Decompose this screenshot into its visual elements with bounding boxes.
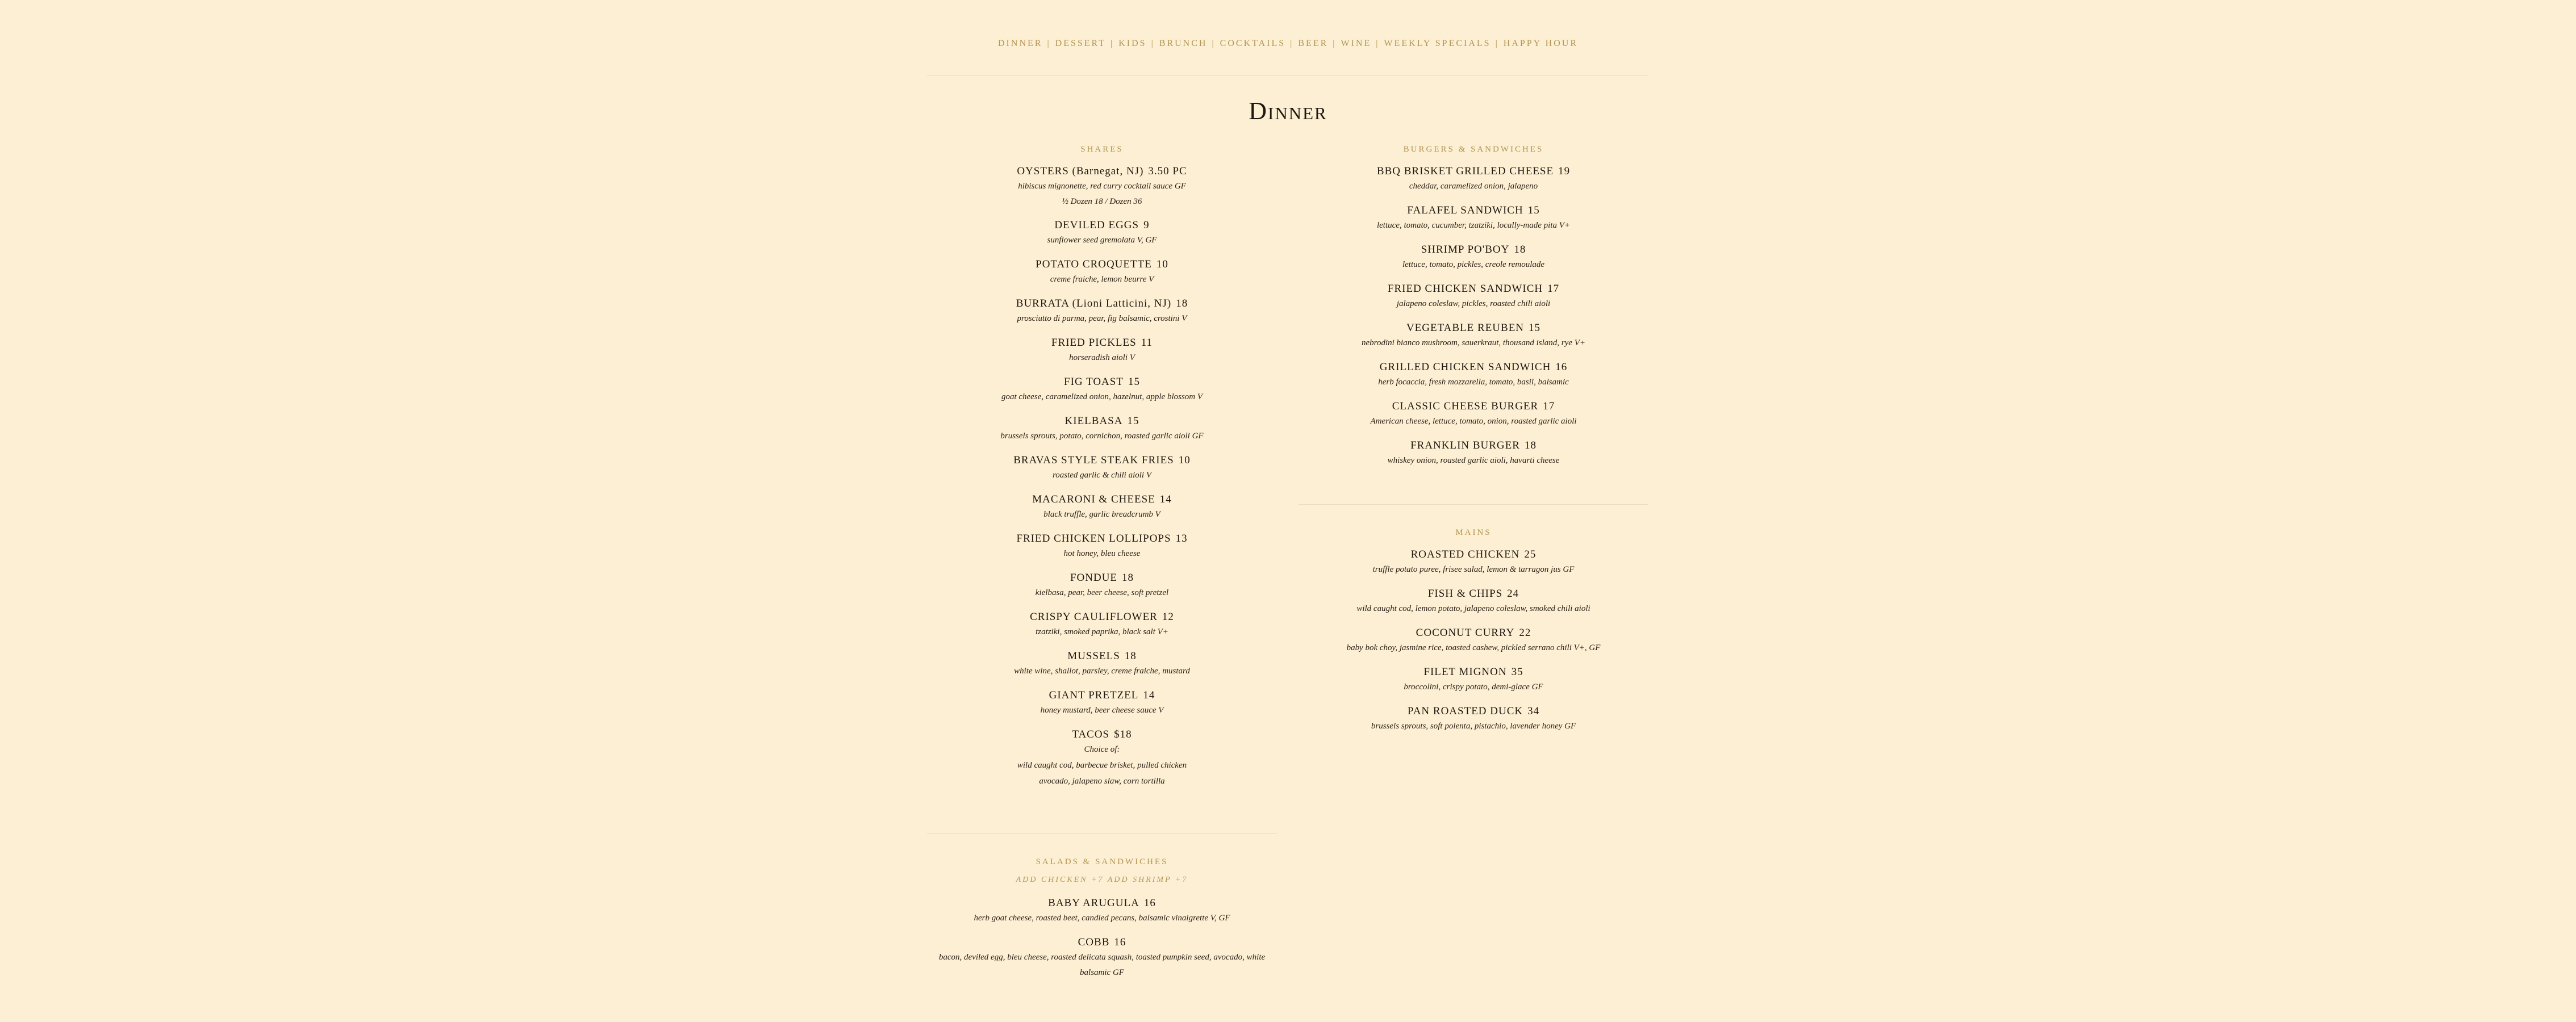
shares-section — [927, 144, 1277, 798]
nav-separator: | — [1110, 39, 1114, 48]
item-name-line — [927, 571, 1277, 585]
nav-separator: | — [1333, 39, 1337, 48]
item-name: FRANKLIN BURGER — [1410, 439, 1520, 451]
item-description: hot honey, bleu cheese — [1063, 549, 1141, 558]
item-name-line — [927, 688, 1277, 703]
nav-separator: | — [1376, 39, 1380, 48]
item-name: FILET MIGNON — [1423, 666, 1507, 678]
item-name-line — [927, 453, 1277, 468]
item-name: FISH & CHIPS — [1427, 588, 1503, 600]
item-description: herb goat cheese, roasted beet, candied pecans, balsamic vinaigrette V, GF — [974, 914, 1230, 923]
menu-item — [1299, 360, 1648, 390]
item-price: 18 — [1524, 439, 1537, 451]
item-price: 15 — [1529, 322, 1541, 334]
nav-link-cocktails[interactable]: COCKTAILS — [1220, 39, 1286, 48]
item-price: 18 — [1176, 298, 1188, 309]
menu-item — [1299, 626, 1648, 656]
item-price: 15 — [1128, 376, 1140, 388]
burgers-section — [1299, 144, 1648, 478]
item-name-line — [1299, 360, 1648, 375]
menu-item — [927, 935, 1277, 980]
item-description: lettuce, tomato, cucumber, tzatziki, locally-made pita V+ — [1376, 221, 1571, 230]
item-name-line — [927, 336, 1277, 350]
item-name: FONDUE — [1070, 572, 1118, 584]
item-description: roasted garlic & chili aioli V — [1052, 471, 1152, 480]
item-name-line — [1299, 164, 1648, 179]
nav-separator: | — [1290, 39, 1294, 48]
item-price: 34 — [1527, 705, 1540, 717]
item-price: 9 — [1143, 219, 1150, 231]
item-name-line — [927, 531, 1277, 546]
item-description: lettuce, tomato, pickles, creole remoulade — [1402, 260, 1545, 269]
item-extra: ½ Dozen 18 / Dozen 36 — [1062, 197, 1142, 206]
item-name-line — [927, 296, 1277, 311]
menu-item — [1299, 321, 1648, 351]
item-price: 16 — [1143, 897, 1156, 909]
item-description: creme fraiche, lemon beurre V — [1050, 275, 1154, 284]
item-extra: wild caught cod, barbecue brisket, pulled chicken — [1017, 761, 1187, 770]
item-price: 14 — [1143, 689, 1155, 701]
menu-item — [1299, 242, 1648, 273]
item-name-line — [1299, 547, 1648, 562]
nav-link-dessert[interactable]: DESSERT — [1055, 39, 1107, 48]
section-title-shares: SHARES — [1080, 145, 1124, 154]
item-description: goat cheese, caramelized onion, hazelnut, apple blossom V — [1001, 392, 1203, 401]
item-name: POTATO CROQUETTE — [1036, 258, 1152, 270]
item-name-line — [1299, 203, 1648, 218]
item-name-line — [927, 610, 1277, 625]
item-price: 25 — [1524, 548, 1537, 560]
menu-item — [927, 375, 1277, 405]
item-name-line — [1299, 242, 1648, 257]
item-name-line — [1299, 321, 1648, 336]
item-description: baby bok choy, jasmine rice, toasted cashew, pickled serrano chili V+, GF — [1346, 643, 1601, 652]
item-price: 22 — [1519, 627, 1531, 639]
item-description: prosciutto di parma, pear, fig balsamic, crostini V — [1017, 314, 1187, 323]
item-name: BURRATA (Lioni Latticini, NJ) — [1016, 298, 1172, 309]
menu-item — [1299, 438, 1648, 468]
item-description: wild caught cod, lemon potato, jalapeno coleslaw, smoked chili aioli — [1356, 604, 1590, 613]
item-name: TACOS — [1072, 728, 1110, 740]
section-divider — [927, 833, 1277, 834]
item-name: GRILLED CHICKEN SANDWICH — [1379, 361, 1551, 373]
item-description: kielbasa, pear, beer cheese, soft pretzel — [1035, 588, 1169, 597]
item-name: COBB — [1078, 936, 1110, 948]
item-name: FALAFEL SANDWICH — [1407, 204, 1523, 216]
section-subtitle-addons: ADD CHICKEN +7 ADD SHRIMP +7 — [1016, 876, 1188, 884]
menu-item — [927, 453, 1277, 483]
menu-item — [927, 571, 1277, 601]
item-price: 14 — [1159, 493, 1172, 505]
menu-item — [927, 492, 1277, 522]
item-price: 3.50 PC — [1148, 165, 1187, 177]
mains-section — [1299, 527, 1648, 743]
item-price: 17 — [1547, 283, 1560, 295]
nav-link-wine[interactable]: WINE — [1341, 39, 1372, 48]
item-price: 16 — [1114, 936, 1126, 948]
menu-item — [927, 896, 1277, 926]
item-extra: avocado, jalapeno slaw, corn tortilla — [1039, 777, 1165, 786]
item-name-line — [927, 896, 1277, 911]
nav-link-weekly-specials[interactable]: WEEKLY SPECIALS — [1384, 39, 1491, 48]
nav-link-happy-hour[interactable]: HAPPY HOUR — [1503, 39, 1578, 48]
item-name: MACARONI & CHEESE — [1032, 493, 1155, 505]
menu-item — [1299, 164, 1648, 194]
item-price: 15 — [1527, 204, 1540, 216]
item-price: 10 — [1178, 454, 1191, 466]
item-price: 15 — [1127, 415, 1139, 427]
item-name-line — [927, 218, 1277, 233]
nav-separator: | — [1495, 39, 1499, 48]
nav-link-dinner[interactable]: DINNER — [998, 39, 1043, 48]
item-price: 17 — [1543, 400, 1555, 412]
menu-item — [927, 164, 1277, 209]
section-title-salads: SALADS & SANDWICHES — [1036, 857, 1168, 866]
item-name: BRAVAS STYLE STEAK FRIES — [1013, 454, 1174, 466]
item-description: brussels sprouts, potato, cornichon, roasted garlic aioli GF — [1000, 432, 1204, 441]
item-name-line — [1299, 282, 1648, 296]
item-description: bacon, deviled egg, bleu cheese, roasted delicata squash, toasted pumpkin seed, avocado, white — [938, 953, 1266, 962]
item-name: COCONUT CURRY — [1416, 627, 1515, 639]
item-name: FRIED CHICKEN LOLLIPOPS — [1016, 533, 1171, 544]
item-name: MUSSELS — [1067, 650, 1120, 662]
item-description: brussels sprouts, soft polenta, pistachio, lavender honey GF — [1371, 722, 1576, 731]
item-description: herb focaccia, fresh mozzarella, tomato, basil, balsamic — [1378, 378, 1569, 387]
item-name-line — [927, 414, 1277, 429]
item-name: OYSTERS (Barnegat, NJ) — [1017, 165, 1144, 177]
item-description: horseradish aioli V — [1069, 353, 1135, 362]
item-description: broccolini, crispy potato, demi-glace GF — [1404, 682, 1543, 692]
item-name-line — [1299, 704, 1648, 719]
menu-item — [927, 218, 1277, 248]
item-price: 13 — [1175, 533, 1188, 544]
item-description: black truffle, garlic breadcrumb V — [1043, 510, 1160, 519]
salads-section — [927, 856, 1277, 989]
menu-item — [927, 727, 1277, 789]
menu-item — [927, 610, 1277, 640]
item-price: 24 — [1507, 588, 1519, 600]
item-name-line — [927, 257, 1277, 272]
menu-item — [927, 649, 1277, 679]
item-price: 19 — [1558, 165, 1571, 177]
menu-item — [927, 414, 1277, 444]
item-description: cheddar, caramelized onion, jalapeno — [1409, 182, 1538, 191]
item-name: ROASTED CHICKEN — [1410, 548, 1520, 560]
nav-separator: | — [1151, 39, 1155, 48]
item-description: truffle potato puree, frisee salad, lemon & tarragon jus GF — [1372, 565, 1575, 574]
nav-separator: | — [1047, 39, 1051, 48]
item-name-line — [1299, 399, 1648, 414]
item-name: CLASSIC CHEESE BURGER — [1392, 400, 1539, 412]
menu-item — [1299, 282, 1648, 312]
item-name: FRIED CHICKEN SANDWICH — [1387, 283, 1543, 295]
item-price: 10 — [1156, 258, 1168, 270]
nav-link-brunch[interactable]: BRUNCH — [1159, 39, 1208, 48]
item-name-line — [1299, 665, 1648, 680]
menu-item — [1299, 203, 1648, 233]
menu-item — [1299, 547, 1648, 577]
page-title: Dinner — [1249, 97, 1327, 125]
item-name: DEVILED EGGS — [1054, 219, 1139, 231]
item-name-line — [927, 375, 1277, 389]
item-description: tzatziki, smoked paprika, black salt V+ — [1036, 627, 1168, 636]
item-name-line — [1299, 438, 1648, 453]
item-name-line — [927, 935, 1277, 950]
item-name: GIANT PRETZEL — [1049, 689, 1139, 701]
menu-item — [927, 531, 1277, 562]
menu-item — [927, 257, 1277, 287]
item-description: sunflower seed gremolata V, GF — [1047, 236, 1157, 245]
item-description: nebrodini bianco mushroom, sauerkraut, thousand island, rye V+ — [1362, 338, 1585, 347]
item-extra: balsamic GF — [1080, 968, 1124, 977]
item-description: white wine, shallot, parsley, creme fraiche, mustard — [1014, 667, 1190, 676]
item-description: jalapeno coleslaw, pickles, roasted chili aioli — [1396, 299, 1551, 308]
item-price: 35 — [1511, 666, 1523, 678]
menu-item — [1299, 587, 1648, 617]
item-price: 16 — [1555, 361, 1568, 373]
section-title-burgers: BURGERS & SANDWICHES — [1403, 145, 1544, 154]
nav-link-beer[interactable]: BEER — [1298, 39, 1329, 48]
item-name-line — [1299, 587, 1648, 601]
item-description: Choice of: — [1084, 745, 1120, 754]
item-name-line — [927, 492, 1277, 507]
item-name: VEGETABLE REUBEN — [1406, 322, 1525, 334]
menu-item — [1299, 704, 1648, 734]
item-description: whiskey onion, roasted garlic aioli, havarti cheese — [1387, 456, 1560, 465]
item-price: 18 — [1124, 650, 1137, 662]
item-name: FRIED PICKLES — [1051, 337, 1137, 349]
item-price: $18 — [1114, 728, 1132, 740]
item-price: 18 — [1514, 244, 1526, 256]
item-name: BABY ARUGULA — [1048, 897, 1139, 909]
item-description: American cheese, lettuce, tomato, onion, roasted garlic aioli — [1370, 417, 1577, 426]
section-title-mains: MAINS — [1455, 528, 1492, 537]
item-name: PAN ROASTED DUCK — [1407, 705, 1523, 717]
item-name: FIG TOAST — [1064, 376, 1124, 388]
item-name-line — [927, 164, 1277, 179]
item-name: KIELBASA — [1064, 415, 1123, 427]
menu-item — [1299, 399, 1648, 429]
menu-item — [927, 336, 1277, 366]
nav-link-kids[interactable]: KIDS — [1118, 39, 1147, 48]
item-name-line — [927, 649, 1277, 664]
item-description: hibiscus mignonette, red curry cocktail sauce GF — [1018, 182, 1186, 191]
item-name: CRISPY CAULIFLOWER — [1030, 611, 1158, 623]
item-name-line — [1299, 626, 1648, 640]
item-price: 11 — [1141, 337, 1153, 349]
menu-item — [927, 296, 1277, 326]
item-name-line — [927, 727, 1277, 742]
item-name: BBQ BRISKET GRILLED CHEESE — [1376, 165, 1554, 177]
item-name: SHRIMP PO'BOY — [1421, 244, 1510, 256]
menu-item — [927, 688, 1277, 718]
item-description: honey mustard, beer cheese sauce V — [1040, 706, 1164, 715]
item-price: 12 — [1162, 611, 1174, 623]
section-divider — [1299, 504, 1648, 505]
top-nav — [0, 39, 2576, 49]
item-price: 18 — [1122, 572, 1134, 584]
nav-separator: | — [1212, 39, 1216, 48]
menu-item — [1299, 665, 1648, 695]
